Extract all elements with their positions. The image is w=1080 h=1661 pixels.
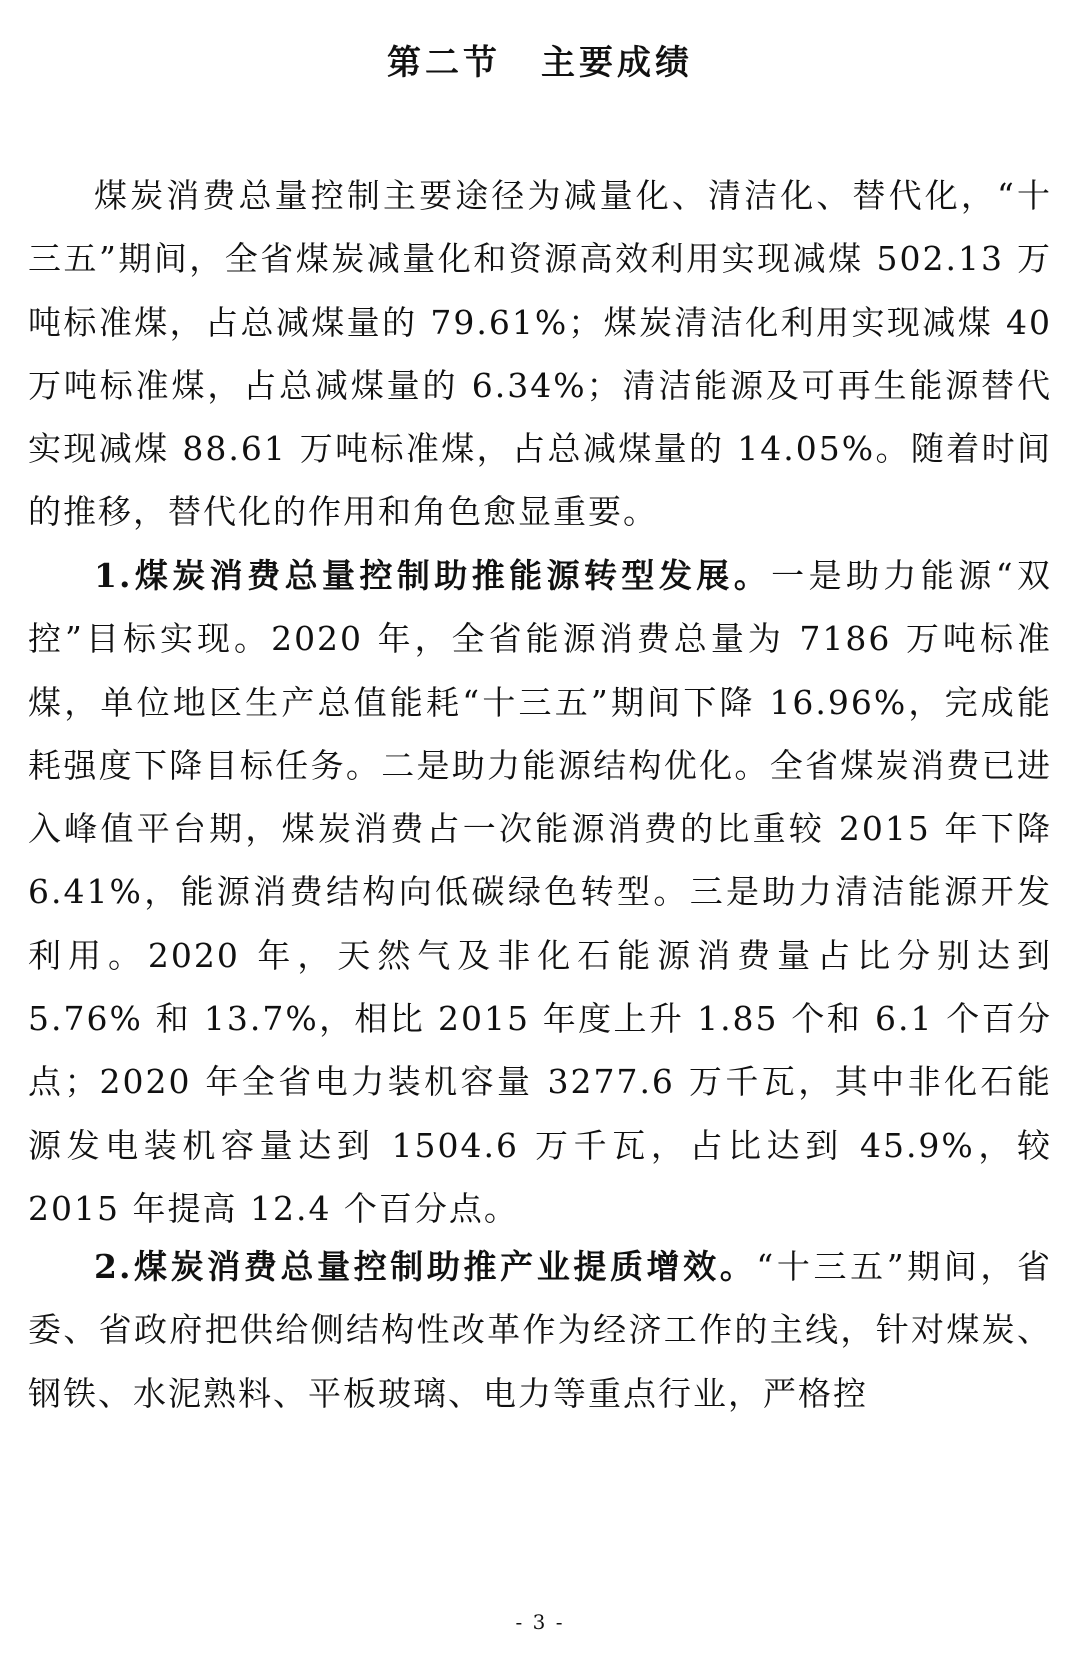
section-heading bbox=[0, 38, 1080, 88]
section-number: 第二节 bbox=[387, 43, 501, 83]
paragraph-lead-heading: 2.煤炭消费总量控制助推产业提质增效。 bbox=[94, 1247, 757, 1286]
section-title-text: 主要成绩 bbox=[541, 43, 693, 83]
paragraph-intro bbox=[28, 164, 1052, 544]
paragraph-lead-heading: 1.煤炭消费总量控制助推能源转型发展。 bbox=[94, 556, 772, 595]
paragraph-energy-transition bbox=[28, 544, 1052, 1240]
paragraph-text: 煤炭消费总量控制主要途径为减量化、清洁化、替代化，“十三五”期间，全省煤炭减量化和资源高效利用实现减煤 502.13 万吨标准煤，占总减煤量的 79.61%；煤炭清洁化利用实现减煤 40 万吨标准煤，占总减煤量的 6.34%；清洁能源及可再生能源替代实现减煤 88.61 万吨标准煤，占总减煤量的 14.05%。随着时间的推移，替代化的作用和角色愈显重要。 bbox=[28, 176, 1052, 532]
paragraph-text: 一是助力能源“双控”目标实现。2020 年，全省能源消费总量为 7186 万吨标准煤，单位地区生产总值能耗“十三五”期间下降 16.96%，完成能耗强度下降目标任务。二是助力能源结构优化。全省煤炭消费已进入峰值平台期，煤炭消费占一次能源消费的比重较 2015 年下降 6.41%，能源消费结构向低碳绿色转型。三是助力清洁能源开发利用。2020 年，天然气及非化石能源消费量占比分别达到 5.76% 和 13.7%，相比 2015 年度上升 1.85 个和 6.1 个百分点；2020 年全省电力装机容量 3277.6 万千瓦，其中非化石能源发电装机容量达到 1504.6 万千瓦，占比达到 45.9%，较 2015 年提高 12.4 个百分点。 bbox=[28, 556, 1052, 1228]
page-number: - 3 - bbox=[515, 1610, 565, 1634]
paragraph-text: “十三五”期间，省委、省政府把供给侧结构性改革作为经济工作的主线，针对煤炭、钢铁、水泥熟料、平板玻璃、电力等重点行业，严格控 bbox=[28, 1247, 1052, 1413]
paragraph-industry-upgrade bbox=[28, 1235, 1052, 1425]
